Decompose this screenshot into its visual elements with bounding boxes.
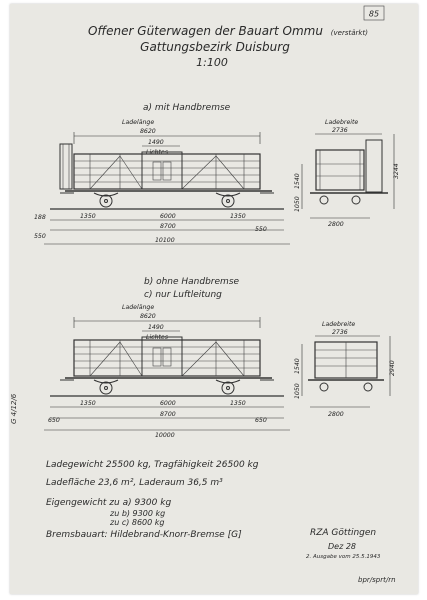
wagon-a-end-view — [294, 118, 400, 228]
svg-text:550: 550 — [255, 226, 267, 233]
svg-text:188: 188 — [34, 214, 46, 221]
svg-text:550: 550 — [34, 233, 46, 240]
section-a-ladelaenge-label: Ladelänge — [122, 119, 155, 126]
svg-text:1050: 1050 — [294, 196, 301, 212]
svg-text:650: 650 — [48, 417, 60, 424]
svg-text:2800: 2800 — [328, 221, 344, 228]
spec-bremsbauart: Bremsbauart: Hildebrand-Knorr-Bremse [G] — [46, 530, 242, 540]
section-a-door-label: Lichtes — [146, 149, 168, 156]
svg-text:2736: 2736 — [332, 127, 348, 134]
section-b-ladelaenge-value: 8620 — [140, 313, 156, 320]
svg-text:Ladebreite: Ladebreite — [322, 321, 356, 328]
wagon-b-end-view — [294, 320, 396, 418]
svg-text:1540: 1540 — [294, 173, 301, 189]
svg-text:8700: 8700 — [160, 223, 176, 230]
svg-text:6000: 6000 — [160, 213, 176, 220]
svg-text:1350: 1350 — [230, 400, 246, 407]
spec-ladeflaeche: Ladefläche 23,6 m², Laderaum 36,5 m³ — [46, 478, 223, 488]
svg-text:650: 650 — [255, 417, 267, 424]
section-b-ladelaenge-label: Ladelänge — [122, 304, 155, 311]
section-a-heading: a) mit Handbremse — [143, 103, 231, 113]
svg-text:1350: 1350 — [230, 213, 246, 220]
wagon-a-side-view — [50, 144, 284, 209]
section-a-bottom-dimensions — [34, 213, 290, 244]
svg-text:1350: 1350 — [80, 213, 96, 220]
drawing-sheet — [10, 4, 418, 594]
svg-text:6000: 6000 — [160, 400, 176, 407]
spec-eigengewicht-c: zu c) 8600 kg — [110, 518, 165, 527]
sheet-number: 85 — [368, 9, 380, 19]
footer-date: Dez 28 — [328, 542, 357, 551]
spec-eigengewicht-a: Eigengewicht zu a) 9300 kg — [46, 498, 172, 508]
spec-ladegewicht: Ladegewicht 25500 kg, Tragfähigkeit 26500 kg — [46, 460, 259, 470]
footer-stamp: bpr/sprt/rn — [358, 576, 396, 584]
svg-text:1050: 1050 — [294, 383, 301, 399]
section-c-heading: c) nur Luftleitung — [144, 290, 222, 300]
wagon-b-side-view — [50, 337, 284, 396]
svg-text:1350: 1350 — [80, 400, 96, 407]
svg-text:1540: 1540 — [294, 358, 301, 374]
section-a-door-width: 1490 — [148, 139, 164, 146]
svg-text:8700: 8700 — [160, 411, 176, 418]
svg-text:1490: 1490 — [148, 324, 164, 331]
svg-text:10100: 10100 — [155, 237, 175, 244]
section-b-bottom-dimensions — [44, 400, 290, 439]
margin-note: G 4/12/6 — [10, 393, 18, 424]
svg-text:2940: 2940 — [389, 360, 396, 376]
section-b-heading: b) ohne Handbremse — [144, 277, 240, 287]
footer-office: RZA Göttingen — [310, 528, 377, 538]
section-a-ladelaenge-value: 8620 — [140, 128, 156, 135]
svg-text:10000: 10000 — [155, 432, 175, 439]
spec-eigengewicht-b: zu b) 9300 kg — [110, 509, 166, 518]
section-a-ladebreite-label: Ladebreite — [325, 119, 359, 126]
title-line-2: Gattungsbezirk Duisburg — [140, 40, 290, 54]
svg-text:2800: 2800 — [328, 411, 344, 418]
svg-text:2736: 2736 — [332, 329, 348, 336]
svg-text:3244: 3244 — [393, 163, 400, 179]
svg-text:Lichtes: Lichtes — [146, 334, 168, 341]
footer-note: 2. Ausgabe vom 25.5.1943 — [306, 554, 381, 560]
scale-label: 1:100 — [196, 56, 228, 69]
title-line-1: Offener Güterwagen der Bauart Ommu (verstärkt) — [88, 24, 368, 38]
